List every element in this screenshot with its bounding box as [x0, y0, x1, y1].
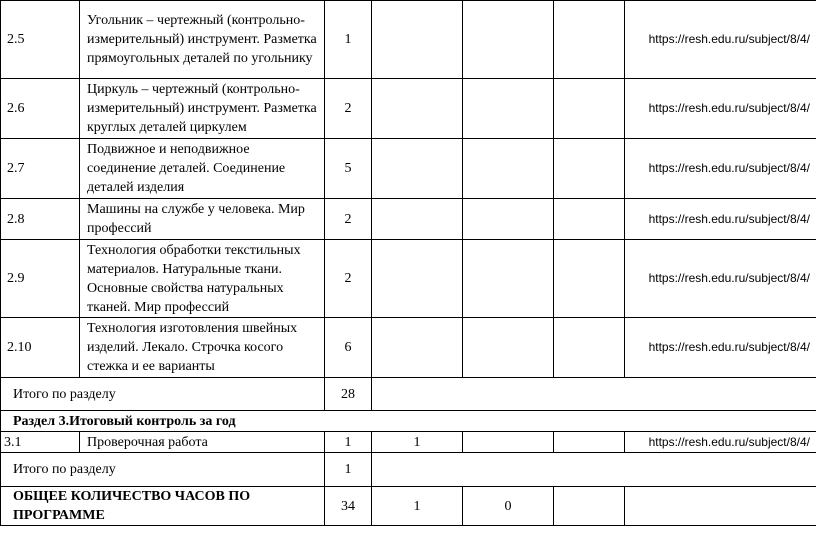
empty-cell — [463, 1, 554, 79]
control-works-cell: 1 — [372, 432, 463, 453]
hours-cell: 2 — [325, 79, 372, 139]
empty-cell — [554, 199, 625, 240]
topic-cell: Проверочная работа — [80, 432, 325, 453]
empty-cell — [463, 199, 554, 240]
grand-total-hours: 34 — [325, 487, 372, 526]
hours-cell: 2 — [325, 199, 372, 240]
row-number: 3.1 — [1, 432, 80, 453]
topic-cell: Машины на службе у человека. Мир профессий — [80, 199, 325, 240]
subtotal-label: Итого по разделу — [1, 378, 325, 411]
table-row — [1, 139, 816, 199]
empty-cell — [625, 487, 816, 526]
hours-cell: 2 — [325, 240, 372, 318]
empty-cell — [372, 139, 463, 199]
row-number: 2.9 — [1, 240, 80, 318]
grand-total-practical: 0 — [463, 487, 554, 526]
empty-cell — [463, 318, 554, 378]
empty-cell — [463, 79, 554, 139]
empty-cell — [463, 139, 554, 199]
topic-cell: Технология обработки текстильных материалов. Натуральные ткани. Основные свойства натуральных тканей. Мир профессий — [80, 240, 325, 318]
empty-cell — [372, 453, 816, 487]
empty-cell — [554, 79, 625, 139]
table-row — [1, 240, 816, 318]
empty-cell — [372, 240, 463, 318]
hours-cell: 1 — [325, 1, 372, 79]
hours-cell: 5 — [325, 139, 372, 199]
subtotal-label: Итого по разделу — [1, 453, 325, 487]
hours-cell: 1 — [325, 432, 372, 453]
table-row — [1, 1, 816, 79]
subtotal-row — [1, 453, 816, 487]
grand-total-row — [1, 487, 816, 526]
row-number: 2.7 — [1, 139, 80, 199]
empty-cell — [554, 139, 625, 199]
row-number: 2.8 — [1, 199, 80, 240]
empty-cell — [554, 487, 625, 526]
resource-link[interactable]: https://resh.edu.ru/subject/8/4/ — [625, 1, 816, 79]
table-row — [1, 318, 816, 378]
resource-link[interactable]: https://resh.edu.ru/subject/8/4/ — [625, 318, 816, 378]
resource-link[interactable]: https://resh.edu.ru/subject/8/4/ — [625, 199, 816, 240]
table-row — [1, 199, 816, 240]
topic-cell: Технология изготовления швейных изделий. Лекало. Строчка косого стежка и ее варианты — [80, 318, 325, 378]
grand-total-label: ОБЩЕЕ КОЛИЧЕСТВО ЧАСОВ ПО ПРОГРАММЕ — [1, 487, 325, 526]
resource-link[interactable]: https://resh.edu.ru/subject/8/4/ — [625, 79, 816, 139]
section-title: Раздел 3.Итоговый контроль за год — [1, 411, 816, 432]
subtotal-hours: 28 — [325, 378, 372, 411]
empty-cell — [554, 1, 625, 79]
grand-total-control: 1 — [372, 487, 463, 526]
topic-cell: Подвижное и неподвижное соединение деталей. Соединение деталей изделия — [80, 139, 325, 199]
resource-link[interactable]: https://resh.edu.ru/subject/8/4/ — [625, 240, 816, 318]
empty-cell — [554, 318, 625, 378]
topic-cell: Угольник – чертежный (контрольно-измерительный) инструмент. Разметка прямоугольных деталей по угольнику — [80, 1, 325, 79]
resource-link[interactable]: https://resh.edu.ru/subject/8/4/ — [625, 139, 816, 199]
empty-cell — [372, 79, 463, 139]
empty-cell — [372, 378, 816, 411]
table-row — [1, 79, 816, 139]
resource-link[interactable]: https://resh.edu.ru/subject/8/4/ — [625, 432, 816, 453]
topic-cell: Циркуль – чертежный (контрольно-измерительный) инструмент. Разметка круглых деталей циркулем — [80, 79, 325, 139]
empty-cell — [554, 240, 625, 318]
empty-cell — [554, 432, 625, 453]
empty-cell — [463, 432, 554, 453]
row-number: 2.5 — [1, 1, 80, 79]
section-header-row — [1, 411, 816, 432]
row-number: 2.10 — [1, 318, 80, 378]
subtotal-hours: 1 — [325, 453, 372, 487]
empty-cell — [372, 199, 463, 240]
empty-cell — [372, 318, 463, 378]
empty-cell — [372, 1, 463, 79]
table-row — [1, 432, 816, 453]
row-number: 2.6 — [1, 79, 80, 139]
empty-cell — [463, 240, 554, 318]
hours-cell: 6 — [325, 318, 372, 378]
subtotal-row — [1, 378, 816, 411]
